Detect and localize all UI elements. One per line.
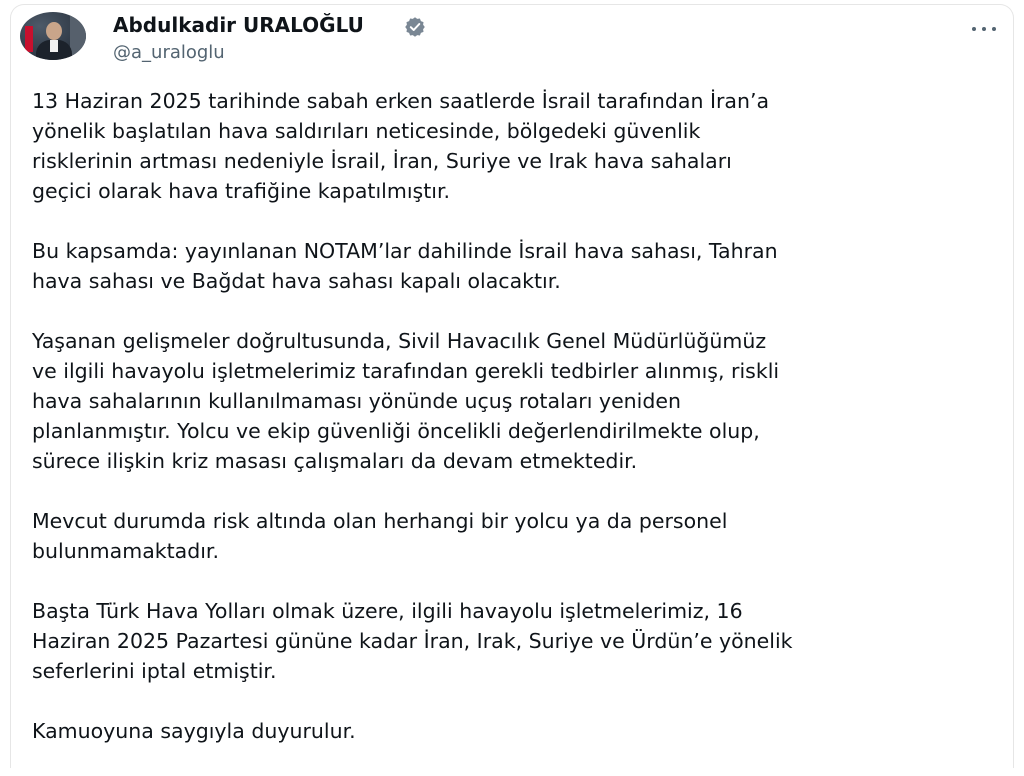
more-options-icon[interactable] [966, 14, 1002, 44]
tweet-paragraph: 13 Haziran 2025 tarihinde sabah erken saatlerde İsrail tarafından İran’a yönelik başlatılan hava saldırıları neticesinde, bölgedeki güvenlik risklerinin artması nedeniyle İsrail, İran, Suriye ve Irak hava sahaları geçici olarak hava trafiğine kapatılmıştır. [32, 89, 770, 203]
avatar-background-panel [70, 12, 86, 60]
more-dot [992, 27, 996, 31]
tweet-paragraph: Bu kapsamda: yayınlanan NOTAM’lar dahilinde İsrail hava sahası, Tahran hava sahası ve Bağdat hava sahası kapalı olacaktır. [32, 239, 778, 293]
tweet-paragraph: Yaşanan gelişmeler doğrultusunda, Sivil Havacılık Genel Müdürlüğümüz ve ilgili havayolu işletmelerimiz tarafından gerekli tedbirler alınmış, riskli hava sahalarının kullanılmaması yönünde uçuş rotaları yeniden planlanmıştır. Yolcu ve ekip güvenliği öncelikli değerlendirilmekte olup, sürece ilişkin kriz masası çalışmaları da devam etmektedir. [32, 329, 780, 473]
more-dot [972, 27, 976, 31]
tweet-paragraph: Mevcut durumda risk altında olan herhangi bir yolcu ya da personel bulunmamaktadır. [32, 509, 728, 563]
author-handle[interactable]: @a_uraloglu [113, 42, 225, 63]
tweet-paragraph: Kamuoyuna saygıyla duyurulur. [32, 719, 356, 743]
avatar-collar-shape [50, 40, 58, 52]
avatar-head-shape [46, 22, 62, 40]
more-dot [982, 27, 986, 31]
tweet-text [32, 86, 1012, 776]
tweet-paragraph: Başta Türk Hava Yolları olmak üzere, ilgili havayolu işletmelerimiz, 16 Haziran 2025 Pazartesi gününe kadar İran, Irak, Suriye ve Ürdün’e yönelik seferlerini iptal etmiştir. [32, 599, 793, 683]
verified-badge-icon [404, 16, 426, 38]
author-avatar[interactable] [20, 12, 86, 60]
flag-shape [25, 26, 33, 52]
author-name[interactable]: Abdulkadir URALOĞLU [113, 13, 364, 37]
